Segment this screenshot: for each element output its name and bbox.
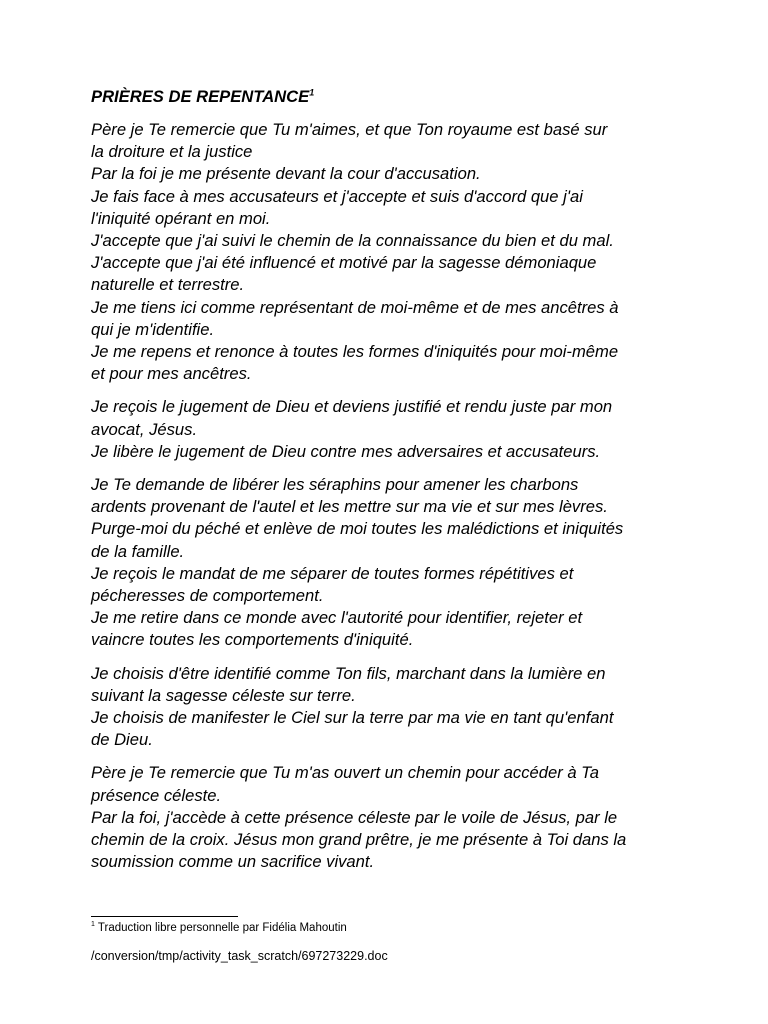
paragraph xyxy=(91,474,691,652)
paragraph-line: chemin de la croix. Jésus mon grand prêtre, je me présente à Toi dans la xyxy=(91,830,627,850)
paragraph-line: soumission comme un sacrifice vivant. xyxy=(91,852,375,872)
paragraph xyxy=(91,396,691,463)
footnote-mark: 1 xyxy=(91,921,95,929)
title-footnote-mark: 1 xyxy=(309,87,315,98)
paragraph-line: Je reçois le jugement de Dieu et deviens justifié et rendu juste par mon xyxy=(91,397,613,417)
paragraph-line: Je me repens et renonce à toutes les formes d'iniquités pour moi-même xyxy=(91,342,619,362)
paragraph-line: ardents provenant de l'autel et les mettre sur ma vie et sur mes lèvres. xyxy=(91,497,608,517)
paragraph-line: Je reçois le mandat de me séparer de toutes formes répétitives et xyxy=(91,563,574,583)
paragraph-line: Je fais face à mes accusateurs et j'accepte et suis d'accord que j'ai xyxy=(91,186,583,206)
paragraph-line: Je choisis d'être identifié comme Ton fils, marchant dans la lumière en xyxy=(91,663,606,683)
paragraph xyxy=(91,119,691,385)
document-body xyxy=(91,86,691,885)
paragraph-line: pécheresses de comportement. xyxy=(91,586,324,606)
paragraph-line: de Dieu. xyxy=(91,730,153,750)
paragraph-line: Par la foi je me présente devant la cour d'accusation. xyxy=(91,164,481,184)
paragraph-line: vaincre toutes les comportements d'iniquité. xyxy=(91,630,414,650)
paragraph-line: suivant la sagesse céleste sur terre. xyxy=(91,685,356,705)
paragraph-line: Purge-moi du péché et enlève de moi toutes les malédictions et iniquités xyxy=(91,519,624,539)
paragraph xyxy=(91,663,691,752)
paragraph-line: la droiture et la justice xyxy=(91,142,253,162)
paragraph-line: Par la foi, j'accède à cette présence céleste par le voile de Jésus, par le xyxy=(91,807,618,827)
paragraph-line: naturelle et terrestre. xyxy=(91,275,245,295)
title-text: PRIÈRES DE REPENTANCE xyxy=(91,87,310,106)
paragraph-line: avocat, Jésus. xyxy=(91,419,198,439)
paragraph-line: J'accepte que j'ai été influencé et motivé par la sagesse démoniaque xyxy=(91,253,597,273)
footnote-text: Traduction libre personnelle par Fidélia Mahoutin xyxy=(94,922,347,934)
paragraph-line: Père je Te remercie que Tu m'as ouvert un chemin pour accéder à Ta xyxy=(91,763,600,783)
paragraph-line: Je Te demande de libérer les séraphins pour amener les charbons xyxy=(91,475,579,495)
paragraph-line: Je choisis de manifester le Ciel sur la terre par ma vie en tant qu'enfant xyxy=(91,708,614,728)
paragraph-line: présence céleste. xyxy=(91,785,222,805)
paragraph-line: Je me retire dans ce monde avec l'autorité pour identifier, rejeter et xyxy=(91,608,583,628)
paragraph-line: J'accepte que j'ai suivi le chemin de la connaissance du bien et du mal. xyxy=(91,231,614,251)
paragraph-line: Je me tiens ici comme représentant de moi-même et de mes ancêtres à xyxy=(91,297,619,317)
paragraph-list xyxy=(91,119,691,874)
file-path: /conversion/tmp/activity_task_scratch/697273229.doc xyxy=(91,949,388,963)
paragraph xyxy=(91,762,691,873)
paragraph-line: Je libère le jugement de Dieu contre mes adversaires et accusateurs. xyxy=(91,441,601,461)
document-title xyxy=(91,86,691,108)
paragraph-line: et pour mes ancêtres. xyxy=(91,364,252,384)
footnote-separator xyxy=(91,916,238,917)
paragraph-line: Père je Te remercie que Tu m'aimes, et que Ton royaume est basé sur xyxy=(91,120,608,139)
paragraph-line: qui je m'identifie. xyxy=(91,319,215,339)
footnote xyxy=(91,922,347,934)
paragraph-line: l'iniquité opérant en moi. xyxy=(91,208,271,228)
paragraph-line: de la famille. xyxy=(91,541,185,561)
